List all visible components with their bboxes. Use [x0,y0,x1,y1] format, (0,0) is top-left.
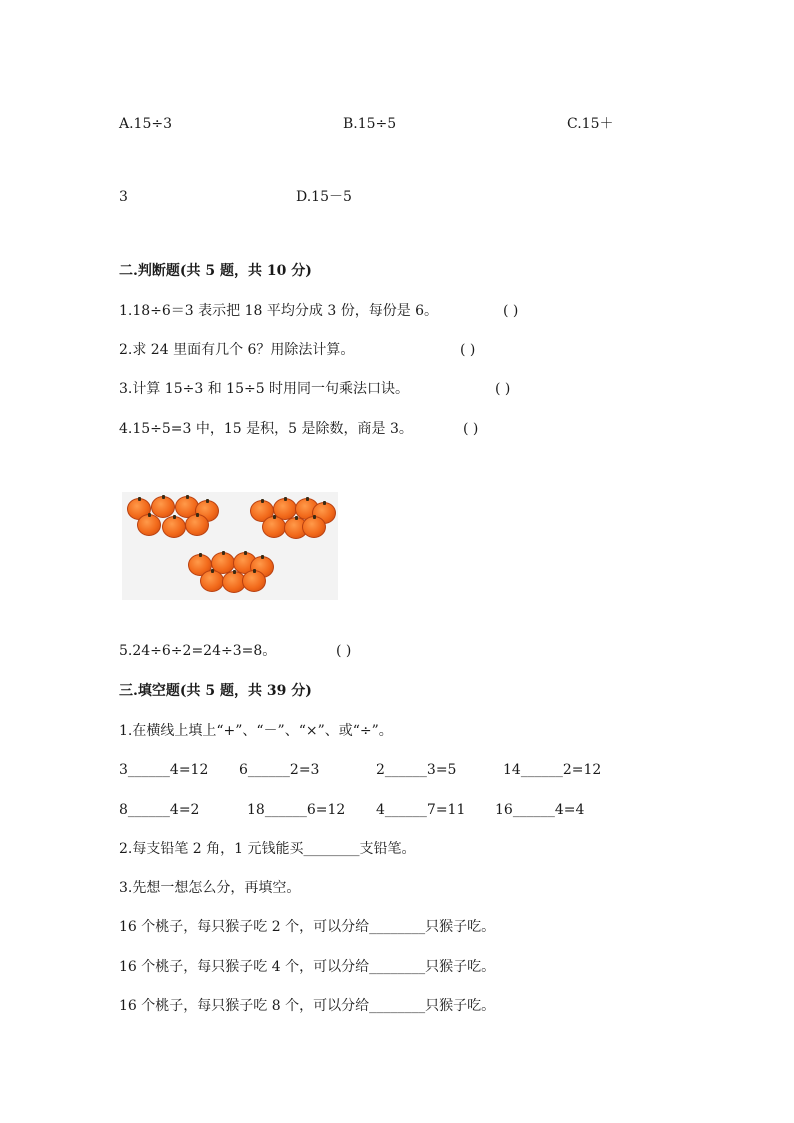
orange-icon [162,516,186,538]
fill-question-1: 1.在横线上填上“+”、“－”、“×”、或“÷”。 [119,723,393,739]
judge-question-2: 2.求 24 里面有几个 6？用除法计算。 [119,342,355,358]
choice-c-continued: 3 [119,189,128,205]
orange-icon [200,570,224,592]
choice-d: D.15－5 [296,189,352,205]
oranges-illustration [122,492,338,600]
judge-question-4: 4.15÷5=3 中，15 是积，5 是除数，商是 3。 [119,421,413,437]
fill-question-3a: 16 个桃子，每只猴子吃 2 个，可以分给________只猴子吃。 [119,919,496,935]
fill-question-3: 3.先想一想怎么分，再填空。 [119,880,301,896]
orange-icon [302,516,326,538]
answer-paren-4: ( ) [463,421,479,437]
orange-icon [262,516,286,538]
judge-question-1: 1.18÷6＝3 表示把 18 平均分成 3 份，每份是 6。 [119,303,439,319]
fill-question-2: 2.每支铅笔 2 角，1 元钱能买________支铅笔。 [119,841,416,857]
fill-blank-equation: 3______4=12 [119,762,209,778]
fill-blank-equation: 14______2=12 [503,762,602,778]
orange-icon [185,514,209,536]
section-3-heading: 三.填空题(共 5 题，共 39 分) [119,683,312,699]
choice-a: A.15÷3 [119,116,173,132]
fill-blank-equation: 4______7=11 [376,802,466,818]
choice-b: B.15÷5 [343,116,397,132]
fill-blank-equation: 6______2=3 [239,762,320,778]
fill-blank-equation: 16______4=4 [495,802,585,818]
fill-question-3b: 16 个桃子，每只猴子吃 4 个，可以分给________只猴子吃。 [119,959,496,975]
fill-blank-equation: 2______3=5 [376,762,457,778]
answer-paren-1: ( ) [503,303,519,319]
fill-blank-equation: 8______4=2 [119,802,200,818]
orange-icon [242,570,266,592]
answer-paren-2: ( ) [460,342,476,358]
fill-blank-equation: 18______6=12 [247,802,346,818]
fill-question-3c: 16 个桃子，每只猴子吃 8 个，可以分给________只猴子吃。 [119,998,496,1014]
judge-question-5: 5.24÷6÷2=24÷3=8。 [119,643,277,659]
choice-c: C.15＋ [567,116,614,132]
judge-question-3: 3.计算 15÷3 和 15÷5 时用同一句乘法口诀。 [119,381,410,397]
orange-icon [137,514,161,536]
answer-paren-5: ( ) [336,643,352,659]
answer-paren-3: ( ) [495,381,511,397]
section-2-heading: 二.判断题(共 5 题，共 10 分) [119,263,312,279]
